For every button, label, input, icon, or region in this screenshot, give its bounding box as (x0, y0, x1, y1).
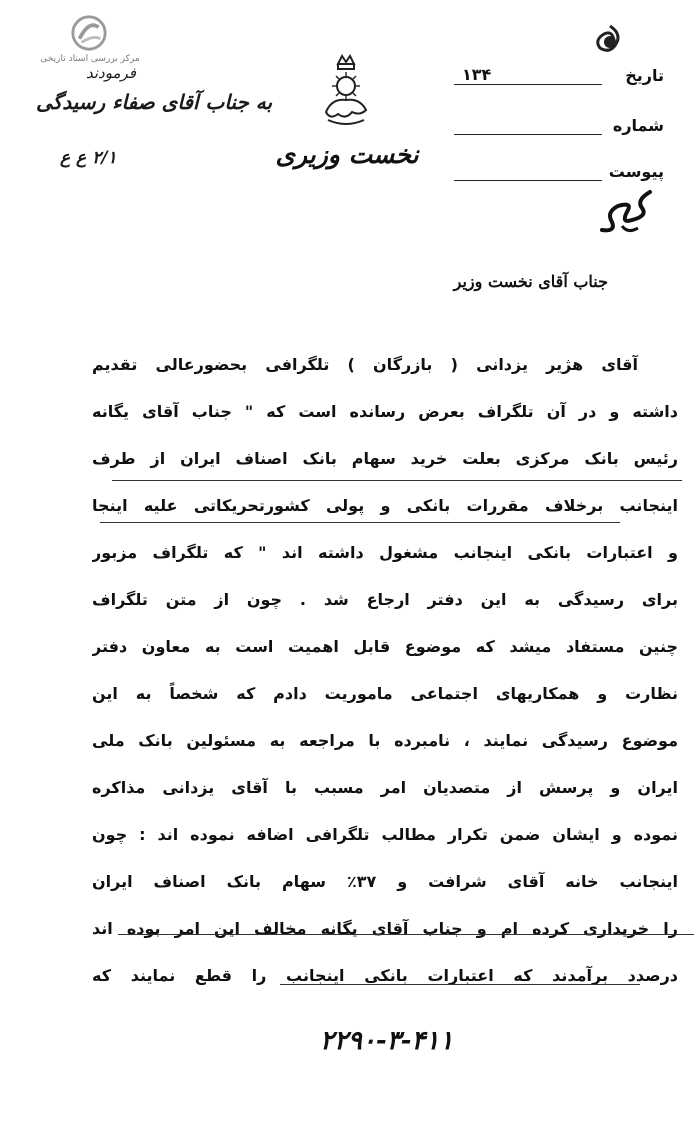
body-line: برای رسیدگی به این دفتر ارجاع شد . چون از متن تلگراف (92, 590, 678, 609)
body-line: آقای هژیر یزدانی ( بازرگان ) تلگرافی بحضورعالی تقدیم (92, 355, 638, 374)
date-value: ۱۳۴ (462, 65, 492, 84)
body-line: ایران و پرسش از متصدیان امر مسبب با آقای یزدانی مذاکره (92, 778, 678, 797)
date-field (454, 66, 664, 92)
salutation: جناب آقای نخست وزیر (453, 272, 608, 291)
handwritten-note-line-3: ۲/۱ ع ع (60, 148, 117, 168)
attachment-field (454, 162, 664, 188)
handwritten-note-line-2: به جناب آقای صفاء رسیدگی (36, 90, 273, 114)
body-line: داشته و در آن تلگراف بعرض رسانده است که " جناب آقای یگانه (92, 402, 678, 421)
underline-mark (112, 480, 682, 481)
number-line (454, 134, 602, 135)
underline-mark (118, 934, 694, 935)
office-title: نخست وزیری (275, 140, 419, 169)
body-line: موضوع رسیدگی نمایند ، نامبرده با مراجعه به مسئولین بانک ملی (92, 731, 678, 750)
attachment-label: پیوست (608, 162, 664, 181)
archive-code: ۲۲۹۰-۳-۴۱۱ (320, 1026, 454, 1056)
seal-flourish-icon (590, 22, 630, 62)
underline-mark (100, 522, 620, 523)
underline-mark (280, 984, 640, 985)
body-line: اینجانب برخلاف مقررات بانکی و پولی کشورتحریکاتی علیه اینجا (92, 496, 678, 515)
date-line (454, 84, 602, 85)
letter-body (92, 350, 678, 1008)
archive-logo-icon (70, 14, 108, 52)
date-label: تاریخ (625, 66, 664, 85)
watermark-text: مرکز بررسی اسناد تاریخی (40, 54, 140, 64)
body-line: چنین مستفاد میشد که موضوع قابل اهمیت است به معاون دفتر (92, 637, 678, 656)
lion-and-sun-crest-icon (316, 50, 376, 130)
body-line: اینجانب خانه آقای شرافت و ۳۷٪ سهام بانک اصناف ایران (92, 872, 678, 891)
signature-icon (592, 186, 662, 238)
handwritten-note-line-1: فرمودند (86, 64, 136, 82)
number-label: شماره (612, 116, 664, 135)
body-line: رئیس بانک مرکزی بعلت خرید سهام بانک اصناف ایران از طرف (92, 449, 678, 468)
body-line: را خریداری کرده ام و جناب آقای یگانه مخالف این امر بوده اند (92, 919, 678, 938)
number-field (454, 116, 664, 142)
attachment-line (454, 180, 602, 181)
body-line: درصدد برآمدند که اعتبارات بانکی اینجانب را قطع نمایند که (92, 966, 678, 985)
body-line: و اعتبارات بانکی اینجانب مشغول داشته اند " که تلگراف مزبور (92, 543, 678, 562)
body-line: نموده و ایشان ضمن تکرار مطالب تلگرافی اضافه نموده اند : چون (92, 825, 678, 844)
body-line: نظارت و همکاریهای اجتماعی ماموریت دادم که شخصاً به این (92, 684, 678, 703)
